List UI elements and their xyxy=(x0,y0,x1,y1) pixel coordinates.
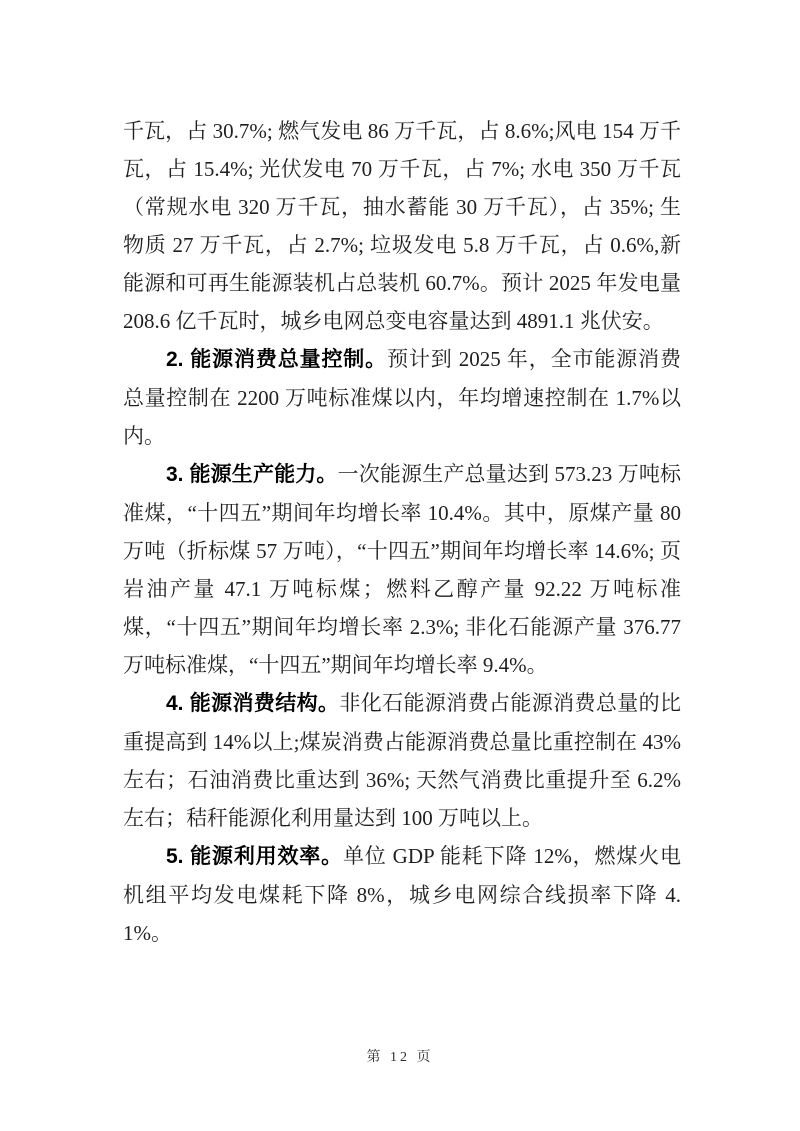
paragraph xyxy=(123,112,681,340)
paragraph xyxy=(123,455,681,684)
paragraph-heading: 2. 能源消费总量控制。 xyxy=(166,348,388,371)
paragraph-text: 预计到 2025 年，全市能源消费总量控制在 2200 万吨标准煤以内，年均增速控制在 1.7%以内。 xyxy=(123,347,682,448)
paragraph xyxy=(123,837,681,952)
paragraph xyxy=(123,340,681,455)
paragraph-heading: 5. 能源利用效率。 xyxy=(166,845,343,868)
paragraph-heading: 4. 能源消费结构。 xyxy=(166,692,340,715)
paragraph-text: 非化石能源消费占能源消费总量的比重提高到 14%以上;煤炭消费占能源消费总量比重控制在 43%左右；石油消费比重达到 36%; 天然气消费比重提升至 6.2%左右；秸秆能源化利用量达到 100 万吨以上。 xyxy=(123,691,681,830)
page-number-footer: 第 12 页 xyxy=(366,1050,434,1065)
paragraph-heading: 3. 能源生产能力。 xyxy=(166,463,338,486)
paragraphs xyxy=(123,112,681,952)
document-body xyxy=(123,112,681,952)
paragraph-text: 单位 GDP 能耗下降 12%，燃煤火电机组平均发电煤耗下降 8%，城乡电网综合线损率下降 4.1%。 xyxy=(123,844,681,945)
paragraph-text: 一次能源生产总量达到 573.23 万吨标准煤，“十四五”期间年均增长率 10.4%。其中，原煤产量 80 万吨（折标煤 57 万吨），“十四五”期间年均增长率 14.6%; 页岩油产量 47.1 万吨标煤；燃料乙醇产量 92.22 万吨标准煤，“十四五”期间年均增长率 2.3%; 非化石能源产量 376.77 万吨标准煤，“十四五”期间年均增长率 9.4%。 xyxy=(123,462,682,677)
paragraph xyxy=(123,684,681,837)
paragraph-text: 千瓦，占 30.7%; 燃气发电 86 万千瓦，占 8.6%;风电 154 万千瓦，占 15.4%; 光伏发电 70 万千瓦，占 7%; 水电 350 万千瓦（常规水电 320 万千瓦，抽水蓄能 30 万千瓦），占 35%; 生物质 27 万千瓦，占 2.7%; 垃圾发电 5.8 万千瓦，占 0.6%,新能源和可再生能源装机占总装机 60.7%。预计 2025 年发电量 208.6 亿千瓦时，城乡电网总变电容量达到 4891.1 兆伏安。 xyxy=(123,119,681,333)
